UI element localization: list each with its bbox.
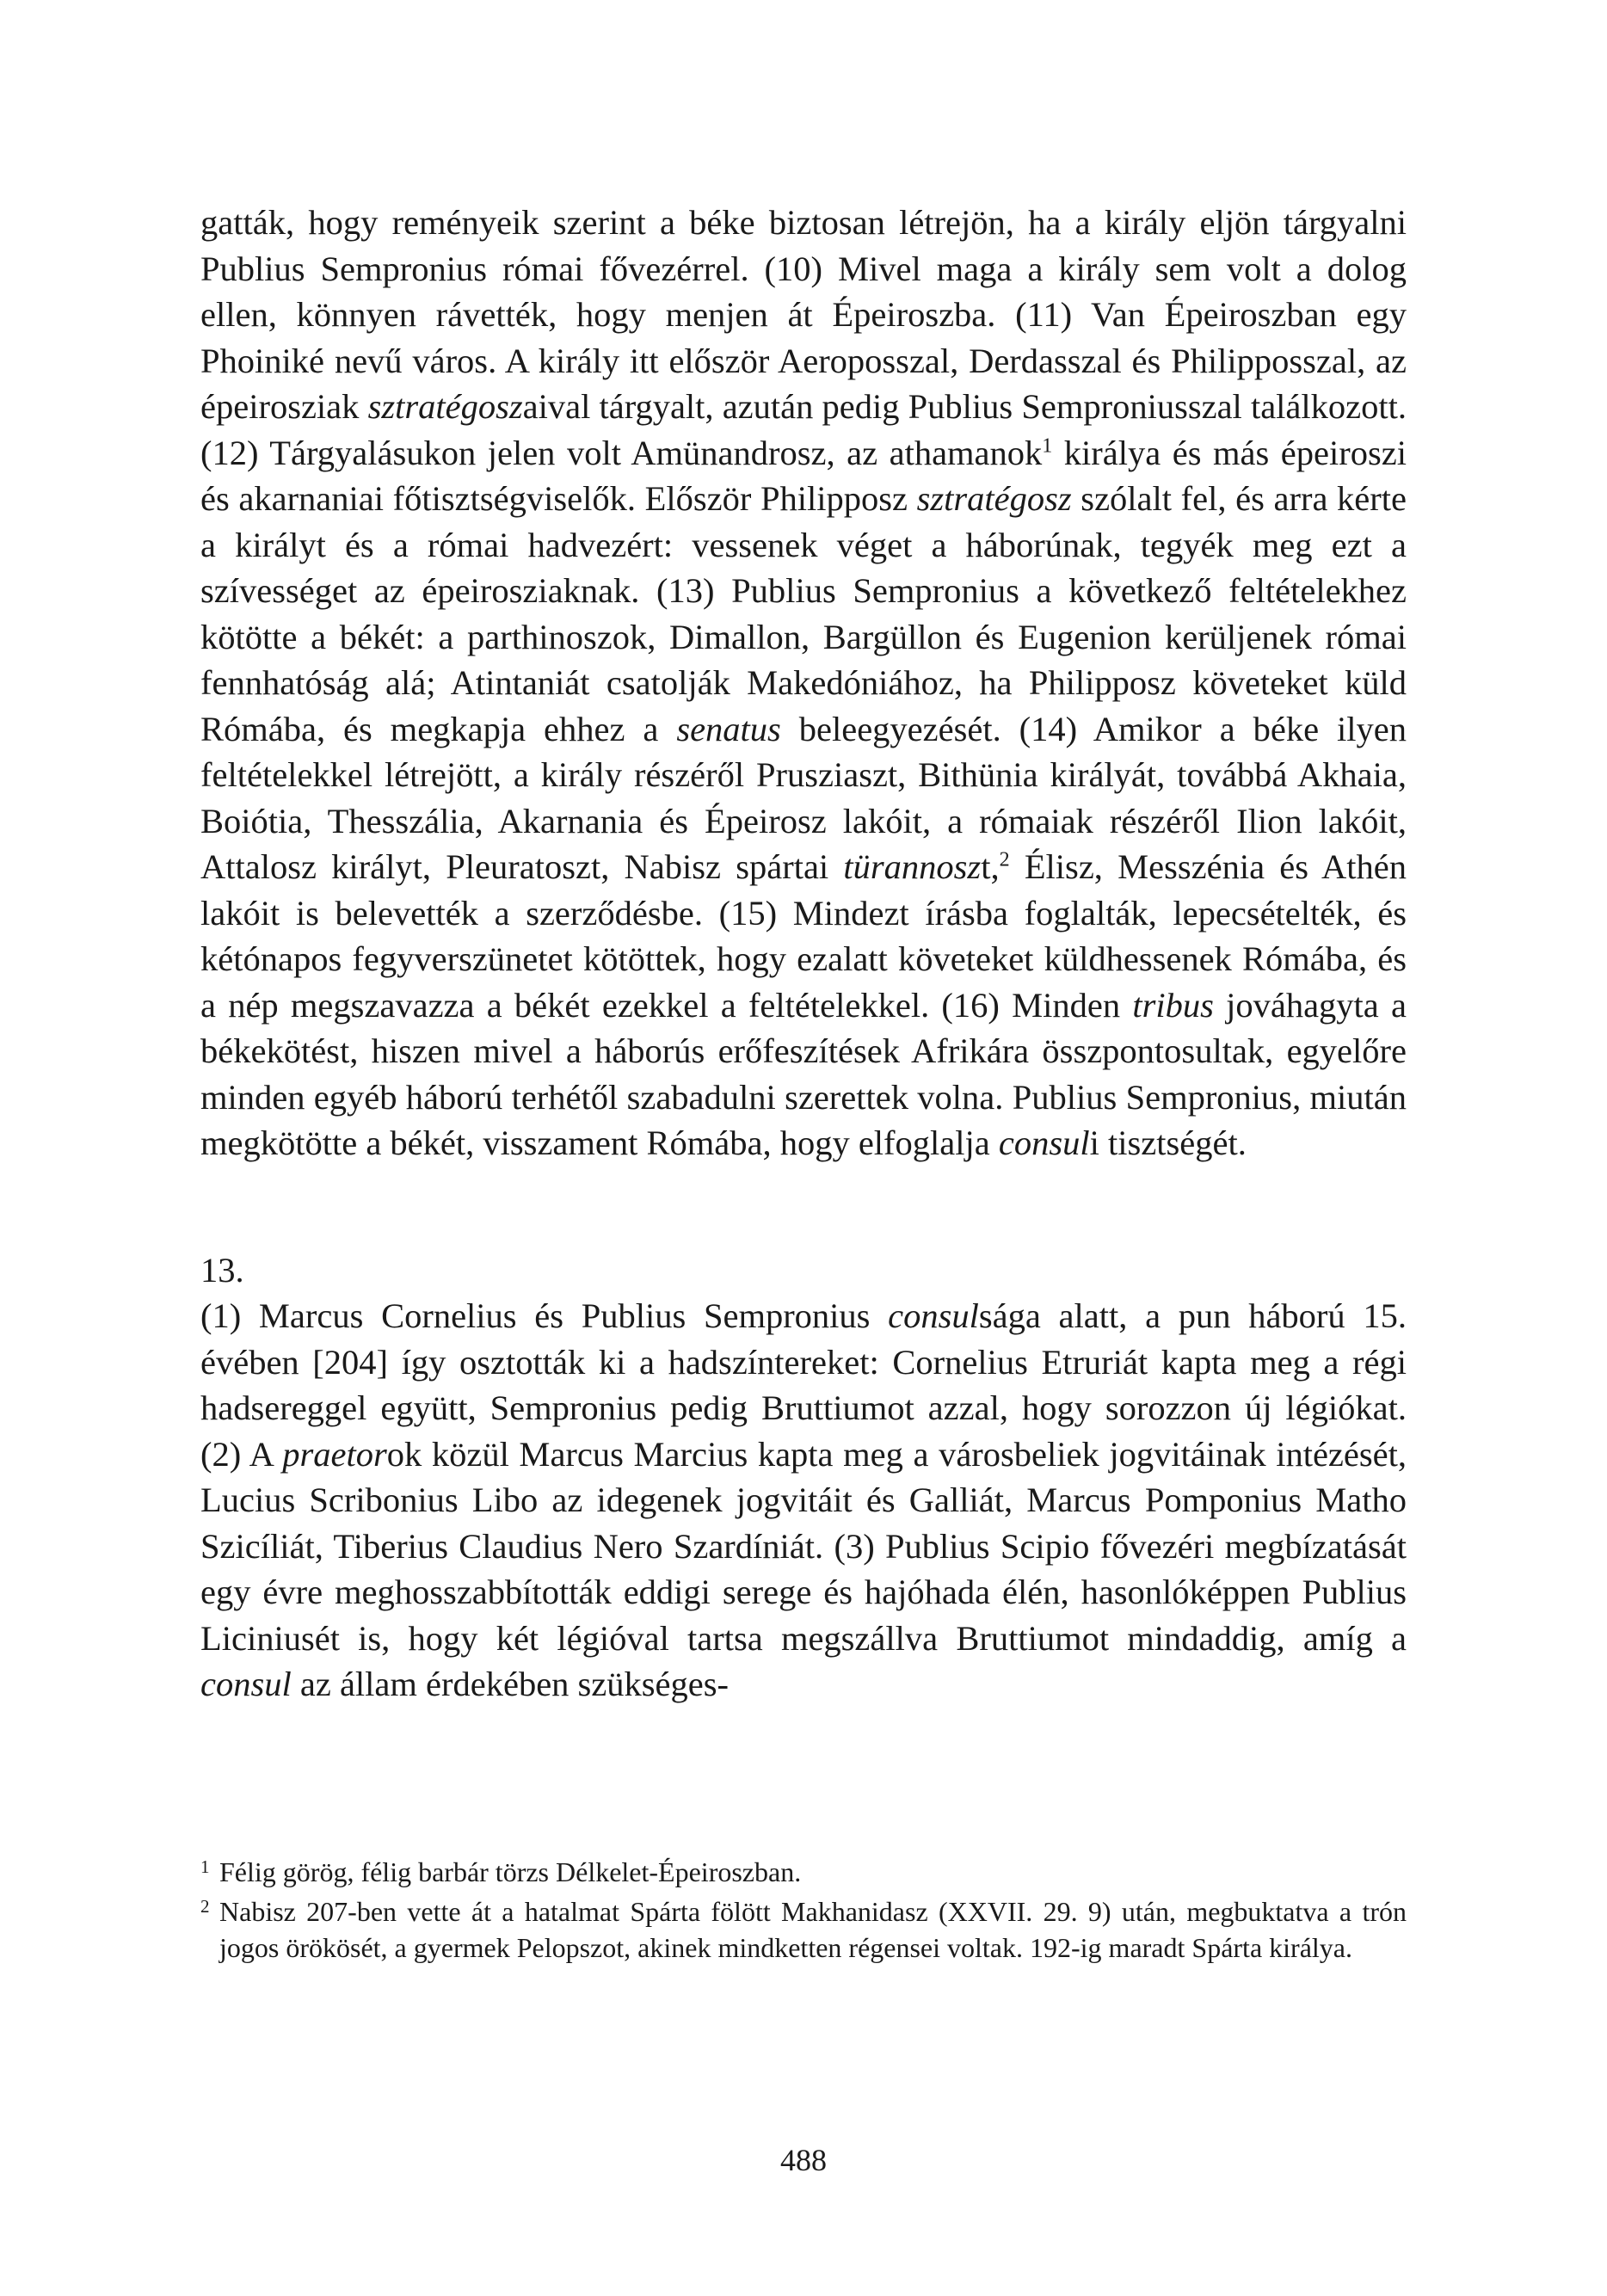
- footnotes: [200, 1854, 1407, 1969]
- italic-term: consul: [200, 1665, 292, 1703]
- paragraph-livy-xxix-13-start: (1) Marcus Cornelius és Publius Sempronius consulsága alatt, a pun háború 15. évében [204] így osztották ki a hadszíntereket: Cornelius Etruriát kapta meg a régi hadsereggel együtt, Sempronius pedig Bruttiumot azzal, hogy sorozzon új légiókat. (2) A praetorok közül Marcus Marcius kapta meg a városbeliek jogvitáinak intézését, Lucius Scribonius Libo az idegenek jogvitáit és Galliát, Marcus Pomponius Matho Szicíliát, Tiberius Claudius Nero Szardíniát. (3) Publius Scipio fővezéri megbízatását egy évre meghosszabbították eddigi serege és hajóhada élén, hasonlóképpen Publius Liciniusét is, hogy két légióval tartsa megszállva Bruttiumot mindaddig, amíg a consul az állam érdekében szükséges-: [200, 1296, 1407, 1703]
- footnote-2: [200, 1893, 1407, 1966]
- footnote-text: Félig görög, félig barbár törzs Délkelet-Épeiroszban.: [219, 1856, 802, 1887]
- italic-term: sztratégosz: [367, 387, 523, 426]
- footnote-marker: 1: [200, 1856, 210, 1877]
- footnote-1: [200, 1854, 1407, 1890]
- footnote-reference: 2: [999, 848, 1010, 871]
- italic-term: consul: [888, 1296, 979, 1335]
- footnote-marker: 2: [200, 1896, 210, 1917]
- italic-term: consul: [998, 1123, 1090, 1162]
- page-body: [200, 200, 1407, 1708]
- page-number: 488: [780, 2143, 827, 2177]
- footnote-text: Nabisz 207-ben vette át a hatalmat Spárta fölött Makhanidasz (XXVII. 29. 9) után, megbuktatva a trón jogos örökösét, a gyermek Pelopszot, akinek mindketten régensei voltak. 192-ig maradt Spárta királya.: [219, 1896, 1407, 1963]
- paragraph-livy-xxix-12-end: gatták, hogy reményeik szerint a béke biztosan létrejön, ha a király eljön tárgyalni Publius Sempronius római fővezérrel. (10) Mivel maga a király sem volt a dolog ellen, könnyen rávették, hogy menjen át Épeiroszba. (11) Van Épeiroszban egy Phoiniké nevű város. A király itt először Aeroposszal, Derdasszal és Philipposszal, az épeirosziak sztratégoszaival tárgyalt, azután pedig Publius Semproniusszal találkozott. (12) Tárgyalásukon jelen volt Amünandrosz, az athamanok$^1$ királya és más épeiroszi és akarnaniai főtisztségviselők. Először Philipposz sztratégosz szólalt fel, és arra kérte a királyt és a római hadvezért: vessenek véget a háborúnak, tegyék meg ezt a szívességet az épeirosziaknak. (13) Publius Sempronius a következő feltételekhez kötötte a békét: a parthinoszok, Dimallon, Bargüllon és Eugenion kerüljenek római fennhatóság alá; Atintaniát csatolják Makedóniához, ha Philipposz követeket küld Rómába, és megkapja ehhez a senatus beleegyezését. (14) Amikor a béke ilyen feltételekkel létrejött, a király részéről Prusziaszt, Bithünia királyát, továbbá Akhaia, Boiótia, Thesszália, Akarnania és Épeirosz lakóit, a rómaiak részéről Ilion lakóit, Attalosz királyt, Pleuratoszt, Nabisz spártai türannoszt,$^2$ Élisz, Messzénia és Athén lakóit is belevették a szerződésbe. (15) Mindezt írásba foglalták, lepecsételték, és kétónapos fegyverszünetet kötöttek, hogy ezalatt követeket küldhessenek Rómába, és a nép megszavazza a békét ezekkel a feltételekkel. (16) Minden tribus jováhagyta a békekötést, hiszen mivel a háborús erőfeszítések Afrikára összpontosultak, egyelőre minden egyéb háború terhétől szabadulni szerettek volna. Publius Sempronius, miután megkötötte a békét, visszament Rómába, hogy elfoglalja consuli tisztségét.: [200, 203, 1407, 1162]
- italic-term: türannosz: [843, 847, 982, 886]
- footnote-reference: 1: [1042, 434, 1053, 457]
- italic-term: praetor: [282, 1434, 387, 1474]
- italic-term: senatus: [676, 709, 781, 748]
- italic-term: sztratégosz: [916, 479, 1072, 518]
- italic-term: tribus: [1132, 985, 1214, 1025]
- chapter-number: 13.: [200, 1250, 244, 1290]
